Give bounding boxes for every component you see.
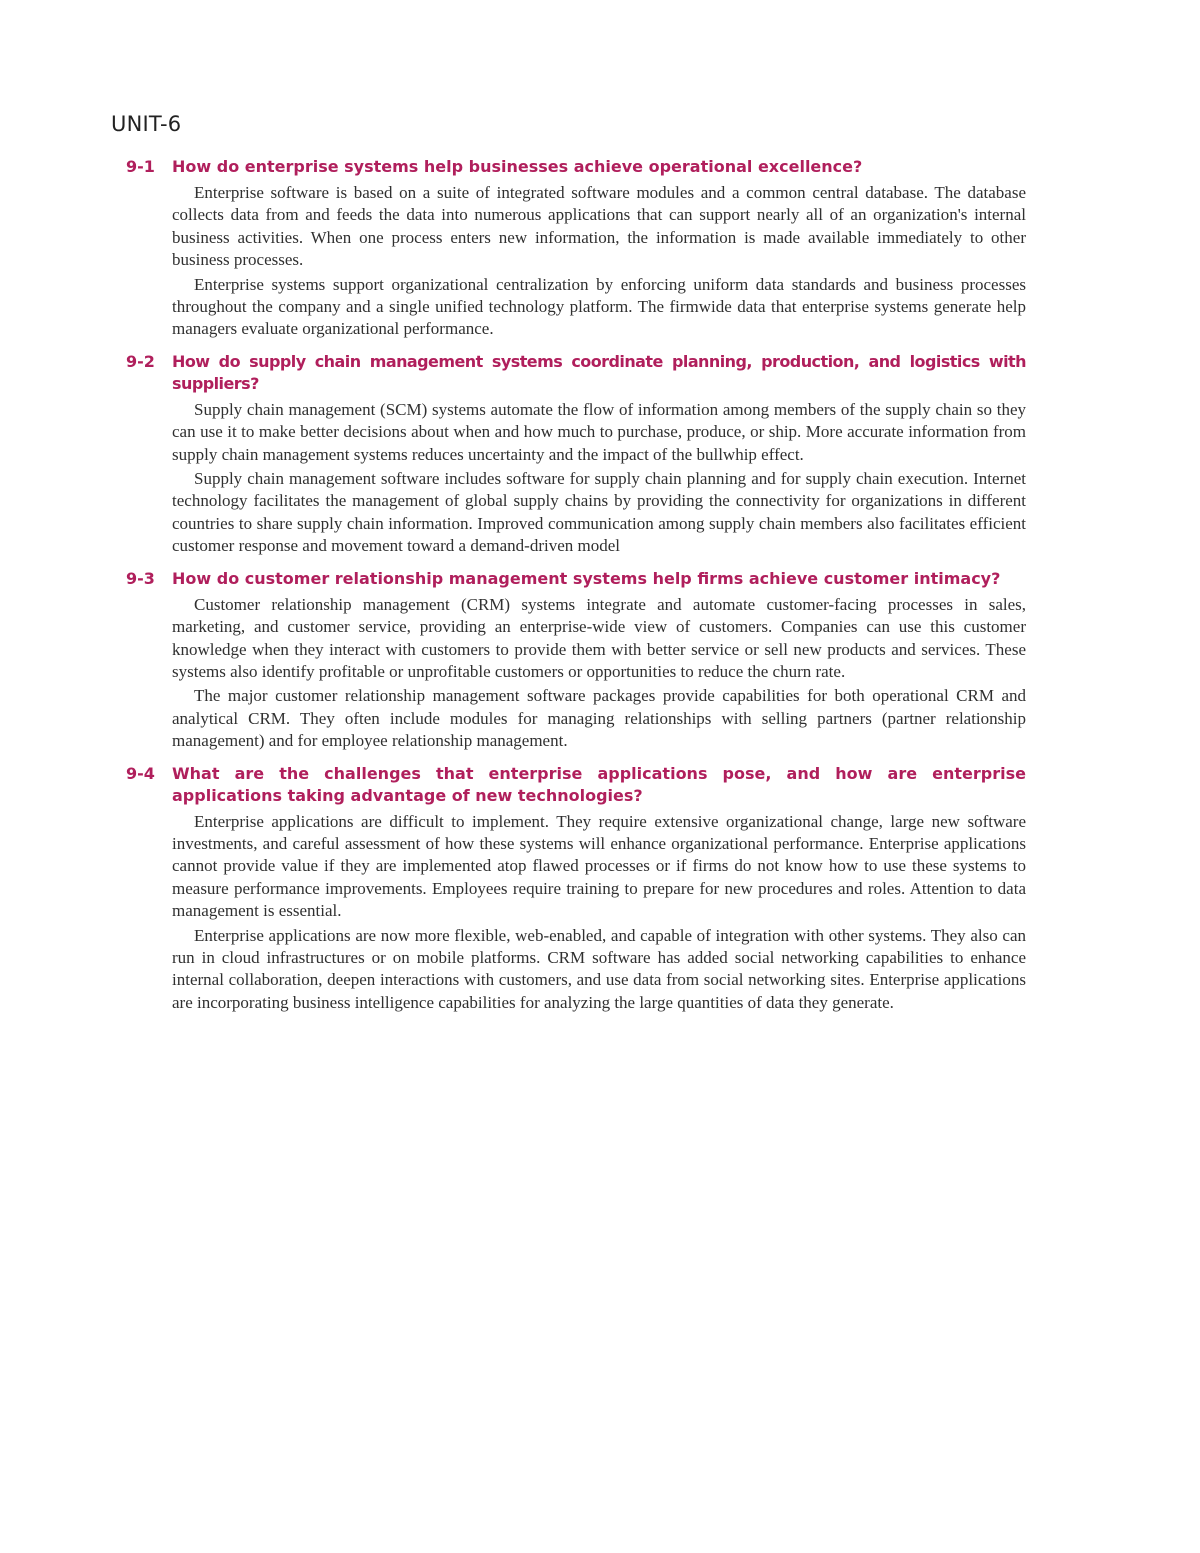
section-question: How do enterprise systems help businesses achieve operational excellence? — [172, 157, 863, 176]
paragraph: Enterprise applications are difficult to implement. They require extensive organizational change, large new software investments, and careful assessment of how these systems will enhance organizational performance. Enterprise applications cannot provide value if they are implemented atop flawed processes or if firms do not know how to use these systems to measure performance improvements. Employees require training to prepare for new procedures and roles. Attention to data management is essential. — [172, 811, 1026, 921]
paragraph: Enterprise applications are now more flexible, web-enabled, and capable of integration with other systems. They also can run in cloud infrastructures or on mobile platforms. CRM software has added social networking capabilities to enhance internal collaboration, deepen interactions with customers, and use data from social networking sites. Enterprise applications are incorporating business intelligence capabilities for analyzing the large quantities of data they generate. — [172, 925, 1026, 1012]
section-number: 9-3 — [126, 568, 155, 588]
section-heading — [126, 568, 1026, 590]
paragraph: Supply chain management software includes software for supply chain planning and for supply chain execution. Internet technology facilitates the management of global supply chains by providing the connectivity for organizations in different countries to share supply chain information. Improved communication among supply chain members also facilitates efficient customer response and movement toward a demand-driven model — [172, 469, 1026, 556]
paragraph: Supply chain management (SCM) systems automate the flow of information among members of the supply chain so they can use it to make better decisions about when and how much to purchase, produce, or ship. More accurate information from supply chain management systems reduces uncertainty and the impact of the bullwhip effect. — [172, 399, 1026, 464]
section-question: How do customer relationship management systems help firms achieve customer intimacy? — [172, 568, 1001, 588]
paragraph: The major customer relationship management software packages provide capabilities for both operational CRM and analytical CRM. They often include modules for managing relationships with selling partners (partner relationship management) and for employee relationship management. — [172, 686, 1026, 751]
summary-content — [126, 156, 1026, 1024]
section-body — [172, 811, 1026, 1015]
section-question: How do supply chain management systems coordinate planning, production, and logistics with suppliers? — [172, 351, 1026, 393]
section-body — [172, 594, 1026, 753]
section-number: 9-1 — [126, 157, 155, 176]
paragraph: Customer relationship management (CRM) systems integrate and automate customer-facing processes in sales, marketing, and customer service, providing an enterprise-wide view of customers. Companies can use this customer knowledge when they interact with customers to provide them with better service or sell new products and services. These systems also identify profitable or unprofitable customers or opportunities to reduce the churn rate. — [172, 594, 1026, 681]
section-9-1 — [126, 156, 1026, 341]
section-9-4 — [126, 763, 1026, 1015]
section-heading — [126, 351, 1026, 395]
paragraph: Enterprise systems support organizational centralization by enforcing uniform data standards and business processes throughout the company and a single unified technology platform. The firmwide data that enterprise systems generate help managers evaluate organizational performance. — [172, 274, 1026, 339]
section-heading — [126, 156, 1026, 178]
section-heading — [126, 763, 1026, 807]
section-9-3 — [126, 568, 1026, 753]
section-body — [172, 399, 1026, 558]
section-body — [172, 182, 1026, 341]
section-question: What are the challenges that enterprise applications pose, and how are enterprise applications taking advantage of new technologies? — [172, 763, 1026, 805]
section-number: 9-2 — [126, 351, 155, 371]
paragraph: Enterprise software is based on a suite of integrated software modules and a common central database. The database collects data from and feeds the data into numerous applications that can support nearly all of an organization's internal business activities. When one process enters new information, the information is made available immediately to other business processes. — [172, 183, 1026, 270]
unit-title: UNIT-6 — [111, 112, 182, 136]
section-9-2 — [126, 351, 1026, 558]
section-number: 9-4 — [126, 763, 155, 783]
